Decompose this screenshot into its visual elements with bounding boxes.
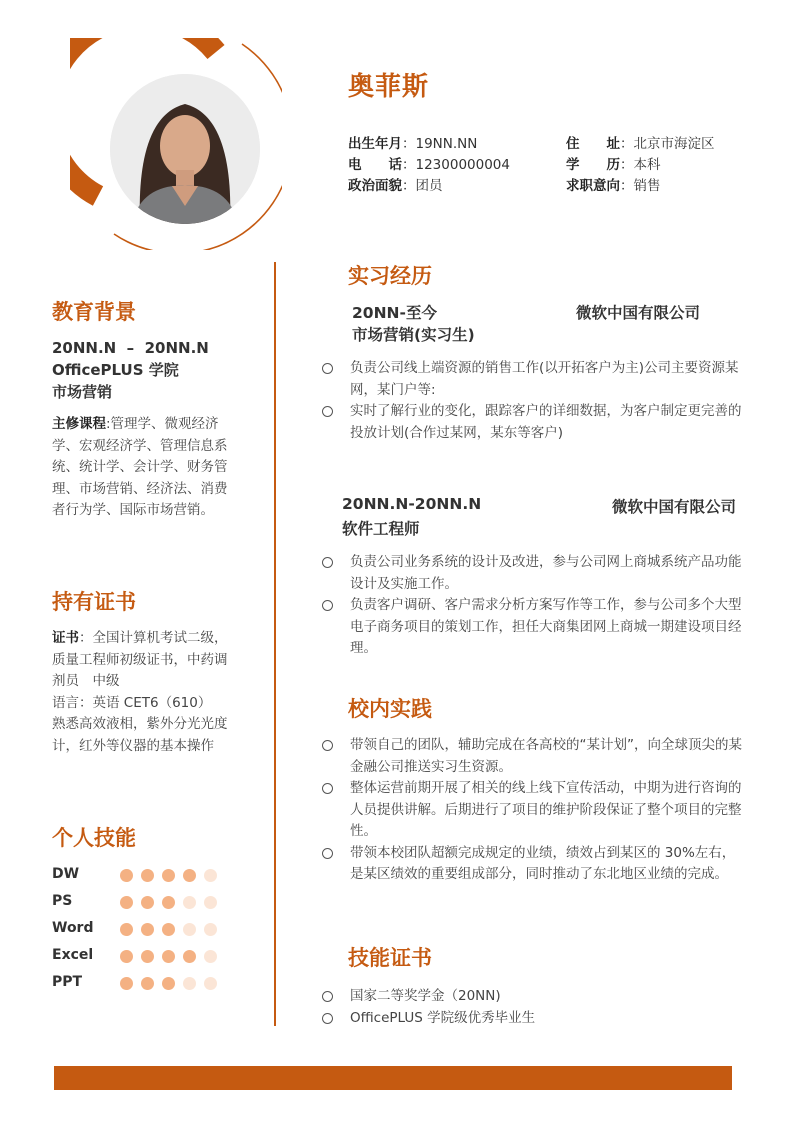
cert-extra: 熟悉高效液相，紫外分光光度计，红外等仪器的基本操作 [52, 716, 228, 754]
skill-dot-filled [120, 923, 133, 936]
education-major: 市场营销 [52, 383, 113, 401]
awards-bullets [322, 986, 742, 1029]
list-item: 带领自己的团队，辅助完成在各高校的“某计划”，向全球顶尖的某金融公司推送实习生资源。 [322, 735, 742, 778]
info-political: 政治面貌：团员 [348, 178, 443, 194]
skill-name: Word [52, 920, 94, 936]
skill-dot-filled [141, 869, 154, 882]
skill-row [52, 947, 232, 967]
section-title-awards: 技能证书 [348, 946, 432, 970]
portrait-icon [110, 74, 260, 224]
section-title-certificates: 持有证书 [52, 590, 136, 614]
skill-dot-filled [162, 896, 175, 909]
skill-dot-filled [120, 977, 133, 990]
skill-row [52, 920, 232, 940]
certificates-text [52, 628, 232, 757]
skill-name: PS [52, 893, 73, 909]
education-period: 20NN.N – 20NN.N [52, 339, 209, 357]
education-school: OfficePLUS 学院 [52, 361, 179, 379]
skill-dot-filled [183, 869, 196, 882]
job1-role: 市场营销(实习生) [352, 326, 475, 344]
campus-bullets [322, 735, 742, 886]
skill-dot-filled [141, 923, 154, 936]
skill-dot-empty [204, 896, 217, 909]
job1-company: 微软中国有限公司 [576, 304, 701, 322]
skill-row [52, 866, 232, 886]
skill-dot-filled [120, 896, 133, 909]
education-courses: 主修课程:管理学、微观经济学、宏观经济学、管理信息系统、统计学、会计学、财务管理、市场营销、经济法、消费者行为学、国际市场营销。 [52, 416, 228, 518]
skill-row [52, 974, 232, 994]
cert-language: 语言：英语 CET6（610） [52, 694, 212, 711]
profile-photo-frame [70, 38, 282, 250]
list-item: 实时了解行业的变化，跟踪客户的详细数据，为客户制定更完善的投放计划(合作过某网，某东等客户) [322, 401, 742, 444]
skill-dot-empty [204, 977, 217, 990]
skill-row [52, 893, 232, 913]
skill-dot-filled [141, 896, 154, 909]
job2-company: 微软中国有限公司 [612, 498, 737, 516]
skill-dot-filled [183, 950, 196, 963]
skill-level-dots [120, 923, 217, 937]
section-title-education: 教育背景 [52, 300, 136, 324]
job1-period: 20NN-至今 [352, 304, 437, 322]
list-item: 负责客户调研、客户需求分析方案写作等工作，参与公司多个大型电子商务项目的策划工作，担任大商集团网上商城一期建设项目经理。 [322, 595, 742, 660]
skill-level-dots [120, 869, 217, 883]
info-address: 住 址：北京市海淀区 [566, 136, 715, 152]
job1-bullets [322, 358, 742, 444]
skill-name: Excel [52, 947, 94, 963]
skill-dot-empty [204, 869, 217, 882]
skill-dot-empty [204, 923, 217, 936]
info-education: 学 历：本科 [566, 157, 661, 173]
skill-level-dots [120, 977, 217, 991]
skill-dot-filled [120, 869, 133, 882]
info-right [566, 134, 715, 197]
skill-dot-empty [204, 950, 217, 963]
skill-dot-filled [120, 950, 133, 963]
profile-photo [110, 74, 260, 224]
job2-role: 软件工程师 [342, 520, 420, 538]
skill-name: PPT [52, 974, 83, 990]
list-item: 负责公司线上端资源的销售工作(以开拓客户为主)公司主要资源某网，某门户等: [322, 358, 742, 401]
candidate-name: 奥菲斯 [348, 72, 430, 102]
skill-dot-filled [162, 869, 175, 882]
column-divider [274, 262, 276, 1026]
cert-line: 证书：全国计算机考试二级，质量工程师初级证书，中药调剂员 中级 [52, 630, 228, 689]
skill-dot-empty [183, 977, 196, 990]
info-birth: 出生年月：19NN.NN [348, 136, 478, 152]
skill-dot-empty [183, 896, 196, 909]
section-title-campus: 校内实践 [348, 697, 432, 721]
skill-level-dots [120, 896, 217, 910]
info-phone: 电 话：12300000004 [348, 157, 510, 173]
list-item: OfficePLUS 学院级优秀毕业生 [322, 1008, 742, 1030]
skill-dot-filled [162, 923, 175, 936]
section-title-internship: 实习经历 [348, 264, 432, 288]
info-objective: 求职意向：销售 [566, 178, 661, 194]
skill-dot-filled [141, 950, 154, 963]
job2-bullets [322, 552, 742, 660]
list-item: 负责公司业务系统的设计及改进，参与公司网上商城系统产品功能设计及实施工作。 [322, 552, 742, 595]
info-left [348, 134, 510, 197]
footer-bar [54, 1066, 732, 1090]
list-item: 带领本校团队超额完成规定的业绩，绩效占到某区的 30%左右，是某区绩效的重要组成部分，同时推动了东北地区业绩的完成。 [322, 843, 742, 886]
list-item: 国家二等奖学金（20NN) [322, 986, 742, 1008]
skill-dot-filled [141, 977, 154, 990]
job2-period: 20NN.N-20NN.N [342, 495, 482, 513]
skill-dot-empty [183, 923, 196, 936]
section-title-skills: 个人技能 [52, 826, 136, 850]
list-item: 整体运营前期开展了相关的线上线下宣传活动，中期为进行咨询的人员提供讲解。后期进行了项目的维护阶段保证了整个项目的完整性。 [322, 778, 742, 843]
skill-dot-filled [162, 950, 175, 963]
skill-level-dots [120, 950, 217, 964]
skill-name: DW [52, 866, 80, 882]
skill-dot-filled [162, 977, 175, 990]
